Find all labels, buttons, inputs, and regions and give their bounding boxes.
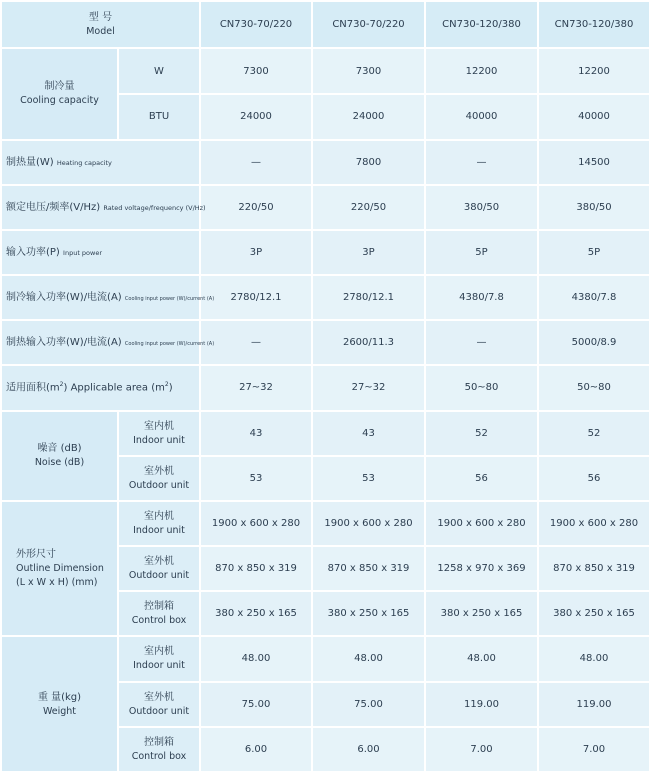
cell-value: 380 x 250 x 165	[312, 591, 425, 636]
cell-value: 50~80	[538, 365, 650, 410]
cell-value: 24000	[200, 94, 312, 139]
cell-value: 27~32	[200, 365, 312, 410]
cell-value: 870 x 850 x 319	[200, 546, 312, 591]
control-box-label: 控制箱 Control box	[118, 591, 200, 636]
cell-value: 870 x 850 x 319	[538, 546, 650, 591]
header-row	[1, 1, 650, 48]
cell-value: 870 x 850 x 319	[312, 546, 425, 591]
applicable-area-label: 适用面积$(m^2)$ Applicable area $(m^2)$	[1, 365, 200, 410]
dimension-indoor-row	[1, 501, 650, 546]
model-name: CN730-120/380	[538, 1, 650, 48]
cell-value: —	[425, 320, 538, 365]
cell-value: 220/50	[200, 185, 312, 230]
cell-value: 53	[200, 456, 312, 501]
cell-value: 12200	[425, 48, 538, 94]
cell-value: 5P	[425, 230, 538, 275]
cell-value: 5000/8.9	[538, 320, 650, 365]
cell-value: 7300	[200, 48, 312, 94]
cell-value: 3P	[200, 230, 312, 275]
cell-value: 12200	[538, 48, 650, 94]
outline-dimension-label: 外形尺寸 Outline Dimension (L x W x H) (mm)	[1, 501, 118, 637]
cell-value: 52	[538, 411, 650, 456]
cell-value: 3P	[312, 230, 425, 275]
cell-value: 43	[312, 411, 425, 456]
cell-value: 4380/7.8	[425, 275, 538, 320]
noise-indoor-row	[1, 411, 650, 456]
heating-input-row	[1, 320, 650, 365]
cell-value: 7.00	[538, 727, 650, 772]
heating-input-label: 制热输入功率(W)/电流(A) Cooling input power (W)/current (A)	[1, 320, 200, 365]
cell-value: 1900 x 600 x 280	[425, 501, 538, 546]
cell-value: 7300	[312, 48, 425, 94]
cell-value: 2600/11.3	[312, 320, 425, 365]
cell-value: 6.00	[200, 727, 312, 772]
cell-value: 53	[312, 456, 425, 501]
cell-value: 2780/12.1	[312, 275, 425, 320]
voltage-row	[1, 185, 650, 230]
model-label: 型 号 Model	[1, 1, 200, 48]
cell-value: 6.00	[312, 727, 425, 772]
cell-value: 50~80	[425, 365, 538, 410]
area-row	[1, 365, 650, 410]
cell-value: 1258 x 970 x 369	[425, 546, 538, 591]
weight-label: 重 量(kg) Weight	[1, 636, 118, 772]
cell-value: 14500	[538, 140, 650, 185]
cell-value: —	[425, 140, 538, 185]
cell-value: 380 x 250 x 165	[538, 591, 650, 636]
cell-value: —	[200, 140, 312, 185]
cell-value: 7.00	[425, 727, 538, 772]
cell-value: 119.00	[538, 682, 650, 727]
model-name: CN730-120/380	[425, 1, 538, 48]
cell-value: 24000	[312, 94, 425, 139]
cell-value: 52	[425, 411, 538, 456]
cell-value: 43	[200, 411, 312, 456]
cell-value: 380 x 250 x 165	[200, 591, 312, 636]
cell-value: 48.00	[200, 636, 312, 681]
cell-value: 119.00	[425, 682, 538, 727]
noise-label: 噪音 (dB) Noise (dB)	[1, 411, 118, 501]
indoor-unit-label: 室内机 Indoor unit	[118, 636, 200, 681]
heating-row	[1, 140, 650, 185]
cell-value: 27~32	[312, 365, 425, 410]
cell-value: 4380/7.8	[538, 275, 650, 320]
cooling-input-label: 制冷输入功率(W)/电流(A) Cooling input power (W)/current (A)	[1, 275, 200, 320]
cell-value: 56	[538, 456, 650, 501]
cell-value: 40000	[538, 94, 650, 139]
cooling-capacity-label: 制冷量 Cooling capacity	[1, 48, 118, 139]
cooling-w-row	[1, 48, 650, 94]
outdoor-unit-label: 室外机 Outdoor unit	[118, 682, 200, 727]
model-name: CN730-70/220	[200, 1, 312, 48]
model-name: CN730-70/220	[312, 1, 425, 48]
heating-capacity-label: 制热量(W) Heating capacity	[1, 140, 200, 185]
cooling-input-row	[1, 275, 650, 320]
cell-value: 1900 x 600 x 280	[538, 501, 650, 546]
cell-value: 48.00	[538, 636, 650, 681]
cell-value: 380/50	[538, 185, 650, 230]
cell-value: 48.00	[425, 636, 538, 681]
indoor-unit-label: 室内机 Indoor unit	[118, 501, 200, 546]
input-power-label: 输入功率(P) Input power	[1, 230, 200, 275]
cell-value: 380/50	[425, 185, 538, 230]
cell-value: —	[200, 320, 312, 365]
cell-value: 48.00	[312, 636, 425, 681]
unit-w: W	[118, 48, 200, 94]
outdoor-unit-label: 室外机 Outdoor unit	[118, 546, 200, 591]
cell-value: 75.00	[200, 682, 312, 727]
cell-value: 1900 x 600 x 280	[200, 501, 312, 546]
outdoor-unit-label: 室外机 Outdoor unit	[118, 456, 200, 501]
cell-value: 40000	[425, 94, 538, 139]
cell-value: 5P	[538, 230, 650, 275]
weight-indoor-row	[1, 636, 650, 681]
input-power-row	[1, 230, 650, 275]
cell-value: 75.00	[312, 682, 425, 727]
cell-value: 380 x 250 x 165	[425, 591, 538, 636]
cell-value: 2780/12.1	[200, 275, 312, 320]
voltage-label: 额定电压/频率(V/Hz) Rated voltage/frequency (V/Hz)	[1, 185, 200, 230]
cell-value: 7800	[312, 140, 425, 185]
indoor-unit-label: 室内机 Indoor unit	[118, 411, 200, 456]
control-box-label: 控制箱 Control box	[118, 727, 200, 772]
cell-value: 56	[425, 456, 538, 501]
cell-value: 1900 x 600 x 280	[312, 501, 425, 546]
cell-value: 220/50	[312, 185, 425, 230]
unit-btu: BTU	[118, 94, 200, 139]
